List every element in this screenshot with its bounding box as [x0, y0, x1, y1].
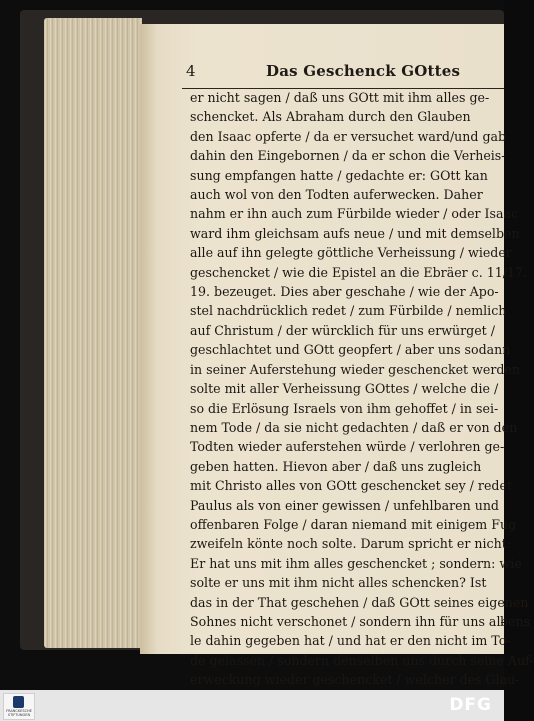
- text-line: le dahin gegeben hat / und hat er den nicht im To-: [190, 633, 511, 649]
- text-line: solte mit aller Verheissung GOttes / welche die /: [190, 381, 499, 397]
- institution-logo[interactable]: [3, 693, 35, 720]
- text-line: schencket. Als Abraham durch den Glauben: [190, 109, 471, 125]
- viewer-footer: [0, 690, 504, 721]
- page-header: [182, 58, 504, 89]
- text-line: geben hatten. Hievon aber / daß uns zugleich: [190, 458, 482, 474]
- text-line: in seiner Auferstehung wieder geschencket werden: [190, 361, 520, 377]
- text-line: den Isaac opferte / da er versuchet ward/und gab: [190, 128, 507, 144]
- text-line: nahm er ihn auch zum Fürbilde wieder / oder Isaac: [190, 206, 519, 222]
- text-line: Paulus als von einer gewissen / unfehlbaren und: [190, 497, 499, 513]
- page-number: 4: [186, 62, 196, 80]
- catchword: bens: [500, 614, 531, 629]
- text-line: auch wol von den Todten auferwecken. Daher: [190, 187, 483, 203]
- text-line: er nicht sagen / daß uns GOtt mit ihm alles ge-: [190, 90, 490, 105]
- text-line: alle auf ihn gelegte göttliche Verheissung / wieder: [190, 245, 512, 261]
- text-line: mit Christo alles von GOtt geschencket sey / redet: [190, 478, 512, 494]
- text-line: sung empfangen hatte / gedachte er: GOtt kan: [190, 167, 488, 183]
- page-edges: [44, 18, 142, 648]
- text-line: Sohnes nicht verschonet / sondern ihn für uns al-: [190, 613, 505, 629]
- text-line: offenbaren Folge / daran niemand mit einigem Fug: [190, 516, 517, 532]
- text-line: Er hat uns mit ihm alles geschencket ; sondern: wie: [190, 555, 522, 571]
- text-line: solte er uns mit ihm nicht alles schencken? Ist: [190, 575, 487, 591]
- text-line: nem Tode / da sie nicht gedachten / daß er von den: [190, 419, 518, 435]
- text-line: das in der That geschehen / daß GOtt seines eigenen: [190, 594, 529, 610]
- institution-logo-caption: FRANCKESCHE STIFTUNGEN: [6, 709, 32, 717]
- running-title: Das Geschenck GOttes: [266, 62, 461, 80]
- text-line: so die Erlösung Israels von ihm gehoffet / in sei-: [190, 400, 499, 416]
- text-line: stel nachdrücklich redet / zum Fürbilde / nemlich: [190, 303, 507, 319]
- dfg-logo[interactable]: DFG: [449, 695, 492, 715]
- text-line: geschlachtet und GOtt geopfert / aber uns sodann: [190, 342, 511, 358]
- text-line: erweckung wieder geschencket / welcher des Glau-: [190, 672, 520, 688]
- text-line: Todten wieder auferstehen würde / verlohren ge-: [190, 439, 505, 455]
- text-line: ward ihm gleichsam aufs neue / und mit demselben: [190, 225, 520, 241]
- book-page: [140, 24, 534, 688]
- text-line: zweifeln könte noch solte. Darum spricht er nicht:: [190, 536, 512, 552]
- crest-icon: [13, 696, 24, 708]
- text-line: de gelassen / sondern denselben uns durch seine Auf-: [190, 652, 534, 668]
- text-line: geschencket / wie die Epistel an die Ebräer c. 11/17.: [190, 264, 528, 280]
- text-line: dahin den Eingebornen / da er schon die Verheis-: [190, 148, 506, 164]
- text-line: auf Christum / der würcklich für uns erwürget /: [190, 322, 495, 338]
- text-line: 19. bezeuget. Dies aber geschahe / wie der Apo-: [190, 284, 499, 300]
